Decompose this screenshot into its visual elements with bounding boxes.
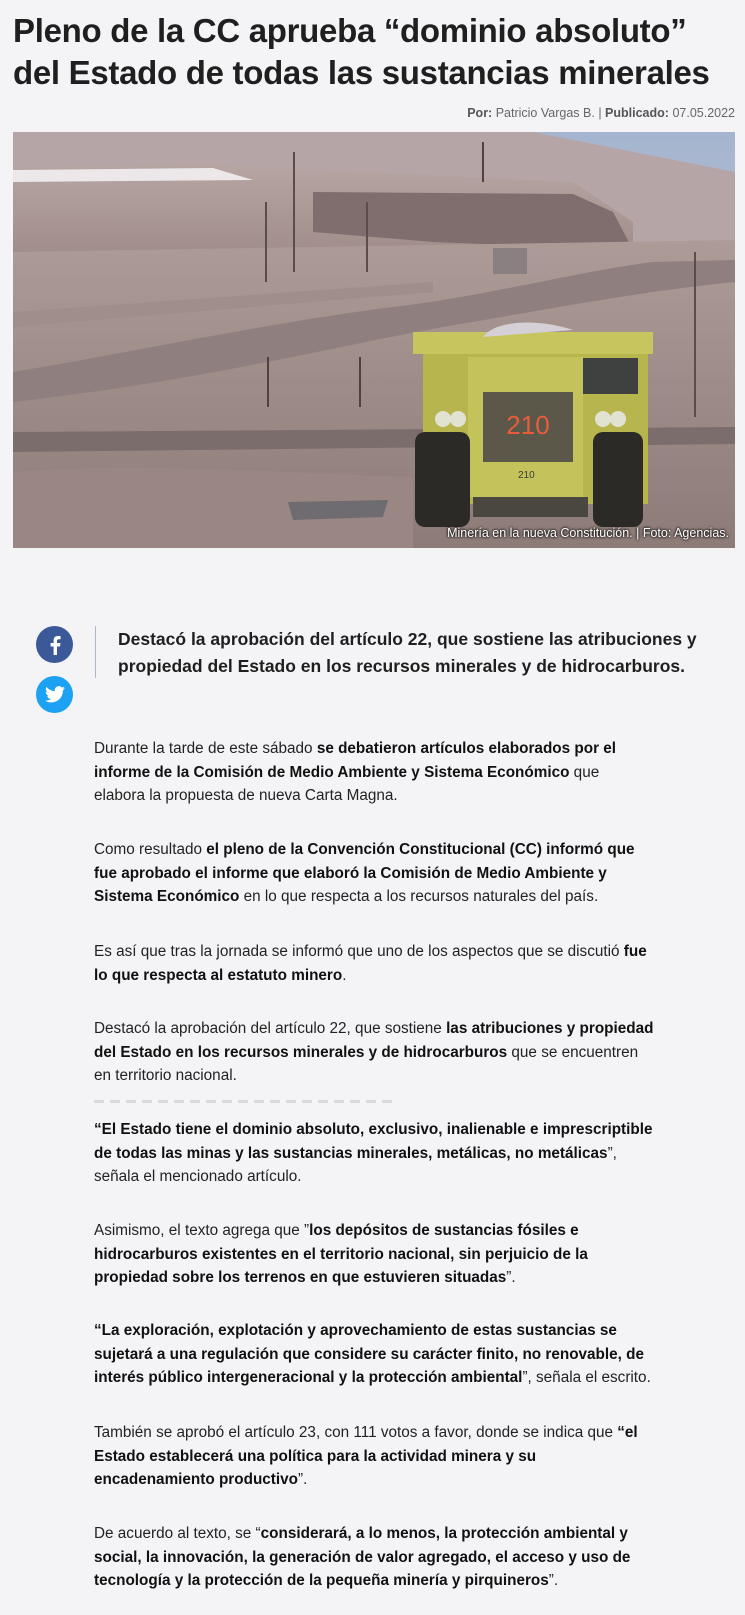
mining-truck: [413, 332, 653, 527]
byline: [467, 106, 735, 120]
paragraph: Asimismo, el texto agrega que ”los depósitos de sustancias fósiles e hidrocarburos existentes en el territorio nacional, sin perjuicio de la propiedad sobre los terrenos en que estuvieren situadas”.: [94, 1222, 588, 1286]
byline-separator: |: [598, 106, 602, 120]
lead-divider: [95, 626, 96, 678]
author-name[interactable]: Patricio Vargas B.: [495, 106, 595, 120]
article-title: Pleno de la CC aprueba “dominio absoluto” del Estado de todas las sustancias minerales: [13, 12, 710, 91]
hero-image: [13, 132, 735, 548]
paragraph: “El Estado tiene el dominio absoluto, exclusivo, inalienable e imprescriptible de todas las minas y las sustancias minerales, metálicas, no metálicas”, señala el mencionado artículo.: [94, 1121, 653, 1185]
paragraph: Destacó la aprobación del artículo 22, que sostiene las atribuciones y propiedad del Estado en los recursos minerales y de hidrocarburos que se encuentren en territorio nacional.: [94, 1020, 654, 1084]
truck-plate: 210: [518, 470, 535, 481]
twitter-icon: [45, 686, 65, 703]
facebook-share-button[interactable]: [36, 626, 73, 663]
image-caption: Minería en la nueva Constitución. | Foto: Agencias.: [447, 526, 729, 540]
published-date: 07.05.2022: [672, 106, 735, 120]
faded-text-line: [94, 1100, 394, 1103]
facebook-icon: [47, 635, 63, 655]
article-lead: Destacó la aprobación del artículo 22, que sostiene las atribuciones y propiedad del Estado en los recursos minerales y de hidrocarburos.: [118, 629, 697, 676]
paragraph: Es así que tras la jornada se informó que uno de los aspectos que se discutió fue lo que respecta al estatuto minero.: [94, 943, 647, 984]
published-label: Publicado:: [605, 106, 669, 120]
paragraph: De acuerdo al texto, se “considerará, a lo menos, la protección ambiental y social, la innovación, la generación de valor agregado, el acceso y uso de tecnología y la protección de la pequeña minería y pirquineros”.: [94, 1525, 631, 1589]
paragraph: Como resultado el pleno de la Convención Constitucional (CC) informó que fue aprobado el informe que elaboró la Comisión de Medio Ambiente y Sistema Económico en lo que respecta a los recursos naturales del país.: [94, 841, 635, 905]
mining-truck-photo: [13, 132, 735, 548]
truck-number: 210: [506, 410, 550, 440]
paragraph: También se aprobó el artículo 23, con 111 votos a favor, donde se indica que “el Estado establecerá una política para la actividad minera y su encadenamiento productivo”.: [94, 1424, 638, 1488]
paragraph: “La exploración, explotación y aprovechamiento de estas sustancias se sujetará a una regulación que considere su carácter finito, no renovable, de interés público intergeneracional y la protección ambiental”, señala el escrito.: [94, 1322, 651, 1386]
author-label: Por:: [467, 106, 493, 120]
paragraph: Durante la tarde de este sábado se debatieron artículos elaborados por el informe de la Comisión de Medio Ambiente y Sistema Económico que elabora la propuesta de nueva Carta Magna.: [94, 740, 617, 804]
twitter-share-button[interactable]: [36, 676, 73, 713]
